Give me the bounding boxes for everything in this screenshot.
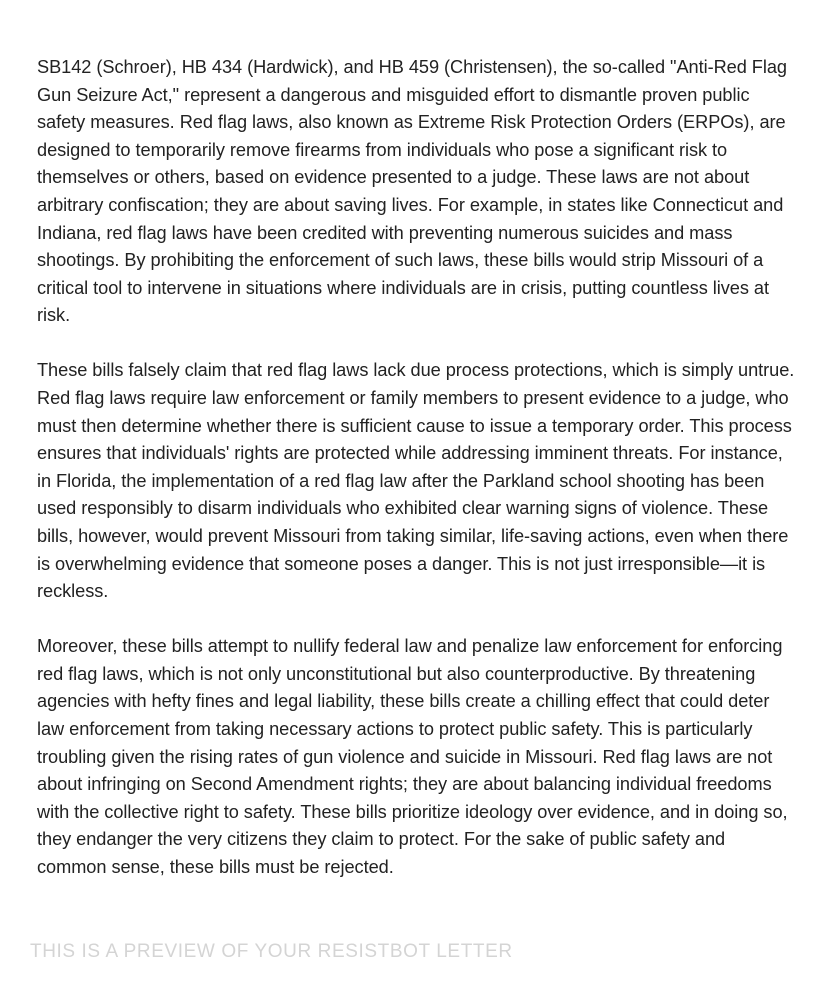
letter-paragraph-1: SB142 (Schroer), HB 434 (Hardwick), and HB 459 (Christensen), the so-called "Anti-Red Flag Gun Seizure Act," represent a dangerous and misguided effort to dismantle proven public safety measures. Red flag laws, also known as Extreme Risk Protection Orders (ERPOs), are designed to temporarily remove firearms from individuals who pose a significant risk to themselves or others, based on evidence presented to a judge. These laws are not about arbitrary confiscation; they are about saving lives. For example, in states like Connecticut and Indiana, red flag laws have been credited with preventing numerous suicides and mass shootings. By prohibiting the enforcement of such laws, these bills would strip Missouri of a critical tool to intervene in situations where individuals are in crisis, putting countless lives at risk. [37, 57, 787, 326]
letter-paragraph-2: These bills falsely claim that red flag laws lack due process protections, which is simply untrue. Red flag laws require law enforcement or family members to present evidence to a judge, who must then determine whether there is sufficient cause to issue a temporary order. This process ensures that individuals' rights are protected while addressing imminent threats. For instance, in Florida, the implementation of a red flag law after the Parkland school shooting has been used responsibly to disarm individuals who exhibited clear warning signs of violence. These bills, however, would prevent Missouri from taking similar, life-saving actions, even when there is overwhelming evidence that someone poses a danger. This is not just irresponsible—it is reckless. [37, 360, 795, 602]
letter-body [37, 54, 797, 909]
preview-notice: THIS IS A PREVIEW OF YOUR RESISTBOT LETTER [30, 941, 513, 962]
letter-paragraph-3: Moreover, these bills attempt to nullify federal law and penalize law enforcement for enforcing red flag laws, which is not only unconstitutional but also counterproductive. By threatening agencies with hefty fines and legal liability, these bills create a chilling effect that could deter law enforcement from taking necessary actions to protect public safety. This is particularly troubling given the rising rates of gun violence and suicide in Missouri. Red flag laws are not about infringing on Second Amendment rights; they are about balancing individual freedoms with the collective right to safety. These bills prioritize ideology over evidence, and in doing so, they endanger the very citizens they claim to protect. For the sake of public safety and common sense, these bills must be rejected. [37, 636, 788, 878]
